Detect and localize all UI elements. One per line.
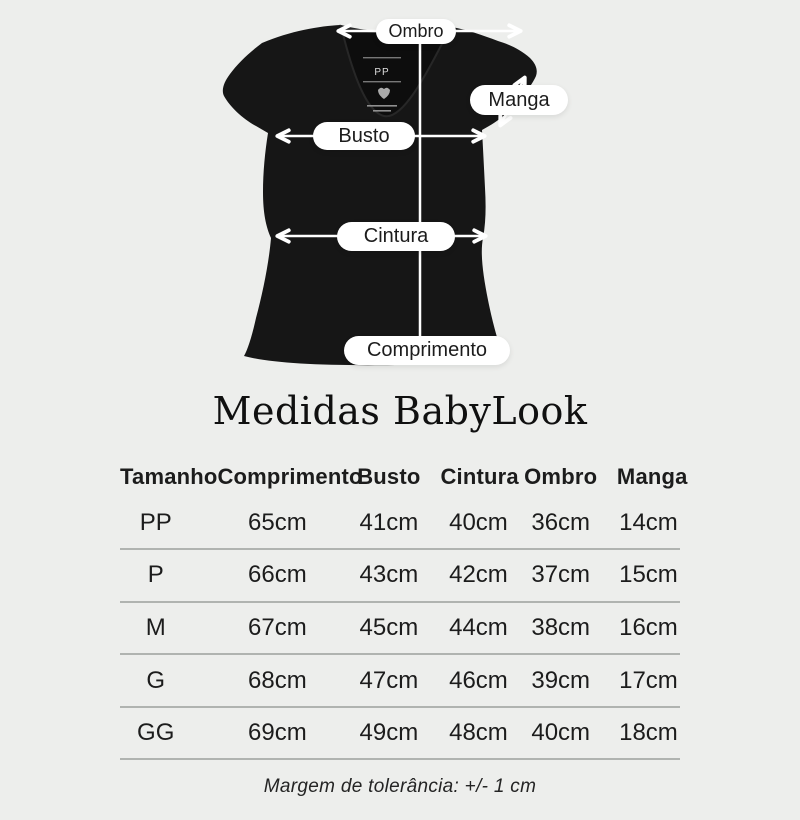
- label-comprimento: Comprimento: [344, 336, 510, 365]
- measure-cell: 16cm: [619, 613, 678, 641]
- measure-cell: 45cm: [359, 613, 419, 641]
- tshirt-illustration: [0, 0, 800, 378]
- size-cell: P: [147, 561, 164, 589]
- size-cell: PP: [139, 508, 172, 536]
- measure-cell: 42cm: [449, 561, 508, 589]
- shirt-measurement-diagram: [0, 0, 800, 378]
- column-header: Comprimento: [217, 463, 363, 489]
- label-busto: Busto: [313, 122, 415, 150]
- measure-cell: 15cm: [619, 561, 678, 589]
- measure-cell: 37cm: [531, 561, 591, 589]
- tolerance-note: Margem de tolerância: +/- 1 cm: [263, 776, 537, 798]
- size-table: [120, 456, 688, 761]
- table-row: [120, 550, 680, 603]
- size-cell: G: [146, 666, 166, 694]
- size-cell: GG: [137, 719, 175, 747]
- column-header: Ombro: [524, 463, 598, 489]
- label-ombro: Ombro: [376, 19, 456, 44]
- measure-cell: 48cm: [449, 719, 508, 747]
- table-row: [120, 498, 680, 551]
- measure-cell: 44cm: [449, 613, 508, 641]
- measure-cell: 38cm: [531, 613, 591, 641]
- column-header: Busto: [357, 463, 421, 489]
- measure-cell: 36cm: [531, 508, 591, 536]
- measure-cell: 67cm: [248, 613, 307, 641]
- measure-cell: 49cm: [359, 719, 419, 747]
- measure-cell: 40cm: [449, 508, 508, 536]
- page-title: Medidas BabyLook: [212, 389, 588, 433]
- table-row: [120, 603, 680, 656]
- tag-rule-bottom: [363, 81, 401, 82]
- measure-cell: 47cm: [359, 666, 419, 694]
- size-table-body: [120, 498, 680, 761]
- measure-cell: 41cm: [359, 508, 419, 536]
- measure-cell: 18cm: [619, 719, 678, 747]
- label-manga: Manga: [470, 85, 568, 115]
- measure-cell: 68cm: [248, 666, 307, 694]
- measure-cell: 43cm: [359, 561, 419, 589]
- measure-cell: 40cm: [531, 719, 591, 747]
- measure-cell: 66cm: [248, 561, 307, 589]
- table-row: [120, 655, 680, 708]
- column-header: Tamanho: [120, 463, 218, 489]
- measure-cell: 17cm: [619, 666, 678, 694]
- measure-cell: 39cm: [531, 666, 591, 694]
- measure-cell: 14cm: [619, 508, 678, 536]
- column-header: Cintura: [440, 463, 519, 489]
- size-table-header-row: [120, 456, 688, 498]
- tag-microtext-line2: [373, 110, 391, 112]
- size-cell: M: [145, 613, 166, 641]
- measure-cell: 65cm: [248, 508, 307, 536]
- measure-cell: 69cm: [248, 719, 307, 747]
- tag-size-text: PP: [374, 67, 390, 78]
- tag-rule-top: [363, 57, 401, 58]
- tag-microtext-line1: [367, 105, 397, 107]
- measure-cell: 46cm: [449, 666, 508, 694]
- label-cintura: Cintura: [337, 222, 455, 251]
- column-header: Manga: [616, 463, 688, 489]
- table-row: [120, 708, 680, 761]
